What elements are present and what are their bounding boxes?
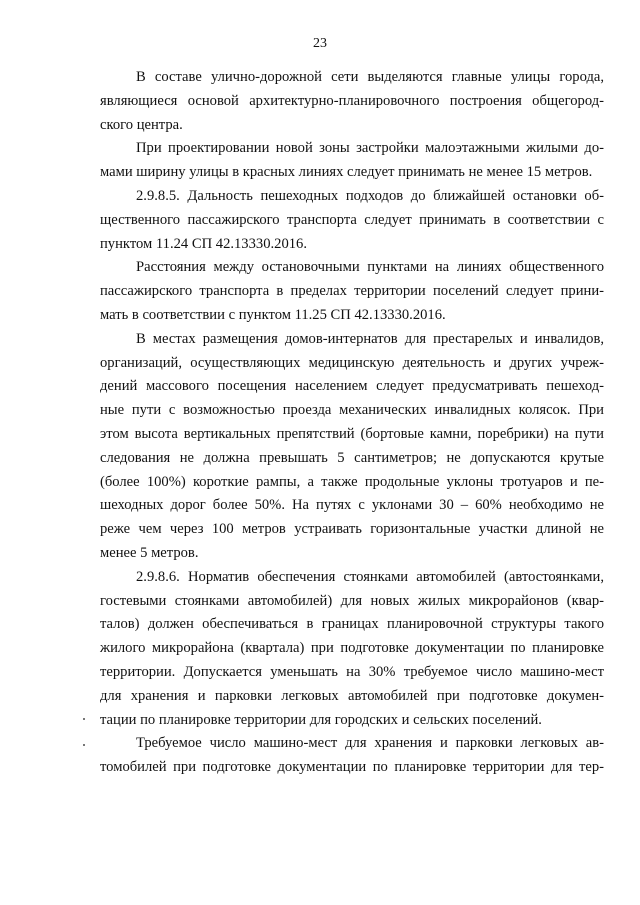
paragraph [100, 328, 604, 566]
text-line: жилого микрорайона (квартала) при подготовке документации по планировке [100, 640, 604, 657]
paragraph [100, 256, 604, 327]
text-line: тации по планировке территории для городских и сельских поселений. [100, 711, 542, 728]
text-line: В составе улично-дорожной сети выделяются главные улицы города, [136, 69, 604, 85]
text-line: щественного пассажирского транспорта следует принимать в соответствии с [100, 211, 604, 228]
paragraph [100, 137, 604, 185]
paragraph [100, 66, 604, 137]
text-line: (более 100%) короткие рампы, а также продольные уклоны тротуаров и пе- [100, 473, 604, 490]
text-line: этом высота вертикальных препятствий (бортовые камни, поребрики) на пути [100, 425, 604, 442]
text-line: организаций, осуществляющих медицинскую деятельность и других учреж- [100, 354, 604, 371]
text-line: томобилей при подготовке документации по планировке территории для тер- [100, 759, 604, 776]
text-line: шеходных дорог более 50%. На путях с уклонами 30 – 60% необходимо не [100, 497, 604, 514]
paragraph [100, 566, 604, 733]
text-line: 2.9.8.5. Дальность пешеходных подходов до ближайшей остановки об- [136, 187, 604, 204]
text-line: талов) должен обеспечиваться в границах планировочной структуры такого [100, 616, 604, 633]
text-line: ные пути с возможностью проезда механических инвалидных колясок. При [100, 402, 604, 419]
text-line: для хранения и парковки легковых автомобилей при подготовке докумен- [100, 687, 604, 704]
text-line: реже чем через 100 метров устраивать горизонтальные участки длиной не [100, 521, 604, 538]
text-line: пунктом 11.24 СП 42.13330.2016. [100, 235, 307, 252]
document-body [100, 66, 604, 780]
text-line: Требуемое число машино-мест для хранения и парковки легковых ав- [136, 735, 604, 752]
text-line: мами ширину улицы в красных линиях следует принимать не менее 15 метров. [100, 164, 593, 181]
paragraph [100, 185, 604, 256]
margin-mark [83, 744, 85, 746]
text-line: При проектировании новой зоны застройки малоэтажными жилыми до- [136, 140, 604, 157]
text-line: Расстояния между остановочными пунктами на линиях общественного [136, 259, 604, 276]
text-line: 2.9.8.6. Норматив обеспечения стоянками автомобилей (автостоянками, [136, 568, 604, 585]
text-line: В местах размещения домов-интернатов для престарелых и инвалидов, [136, 330, 604, 347]
text-line: гостевыми стоянками автомобилей) для новых жилых микрорайонов (квар- [100, 592, 604, 609]
text-line: пассажирского транспорта в пределах территории поселений следует прини- [100, 283, 604, 300]
text-line: ского центра. [100, 116, 183, 133]
page-number: 23 [313, 36, 327, 51]
text-line: менее 5 метров. [100, 544, 199, 561]
text-line: территории. Допускается уменьшать на 30% требуемое число машино-мест [100, 663, 604, 680]
text-line: мать в соответствии с пунктом 11.25 СП 42.13330.2016. [100, 306, 446, 323]
paragraph [100, 732, 604, 780]
text-line: являющиеся основой архитектурно-планировочного построения общегород- [100, 92, 604, 109]
text-line: следования не должна превышать 5 сантиметров; не допускаются крутые [100, 449, 604, 466]
margin-mark [83, 718, 85, 720]
text-line: дений массового посещения населением следует предусматривать пешеход- [100, 378, 604, 395]
